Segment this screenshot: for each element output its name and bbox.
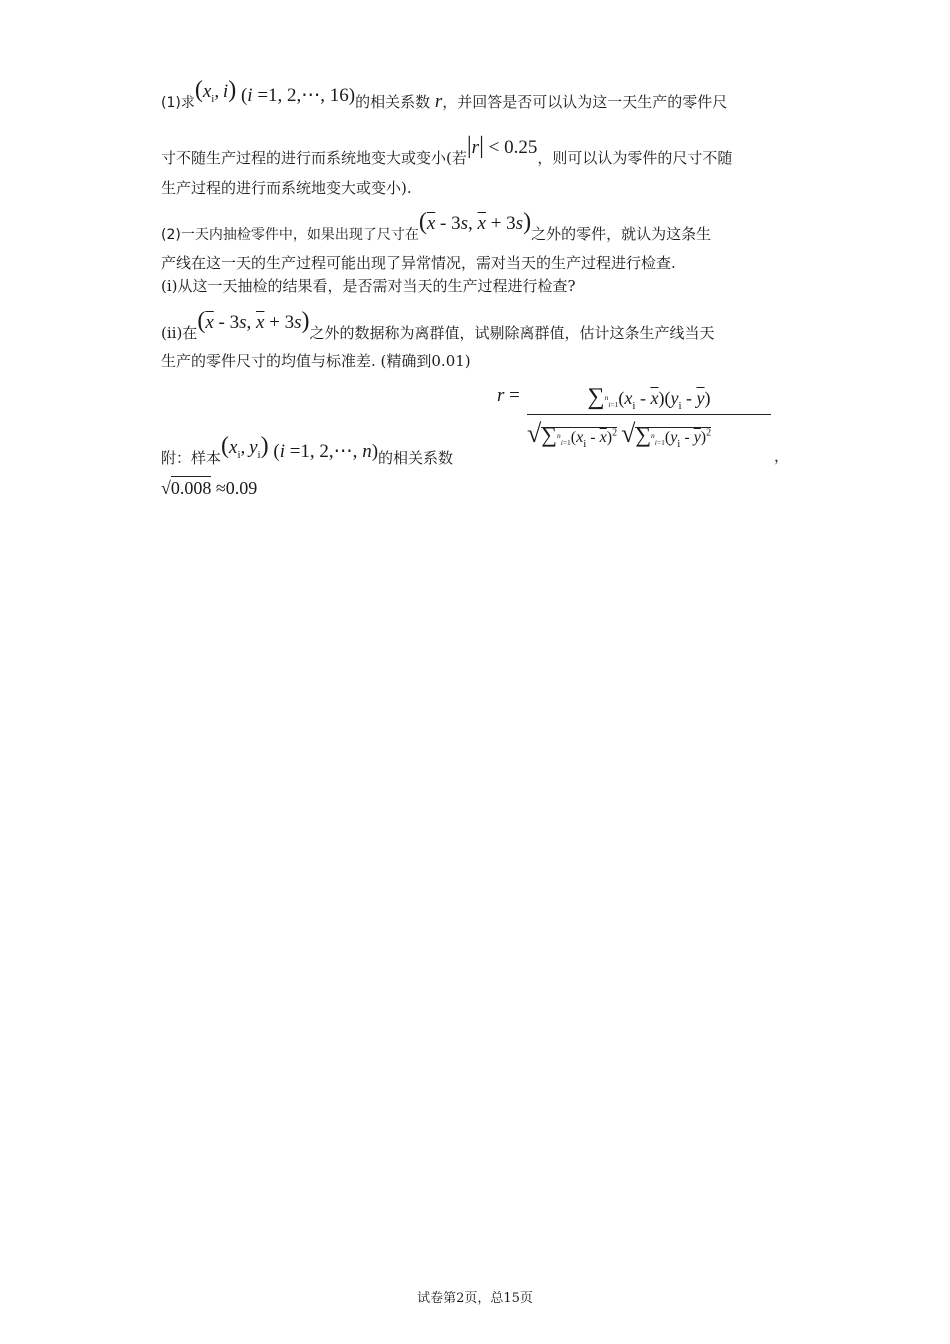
q2-rest-1: 之外的零件，就认为这条生 (531, 225, 712, 243)
page-footer: 试卷第2页，总15页 (417, 1291, 533, 1306)
q2-sub-ii-line-1 (161, 308, 715, 343)
q2-line-1 (161, 209, 712, 245)
sqrt-value: 0.008 (170, 478, 212, 498)
q2-sub-ii-lead: (ⅱ)在 (161, 324, 198, 342)
math-r: r (430, 91, 443, 112)
q1-line-1 (161, 77, 728, 114)
q2-sub-ii-line-2: 生产的零件尺寸的均值与标准差. (精确到0.01) (161, 352, 471, 370)
q1-line-2b: ，则可以认为零件的尺寸不随 (537, 149, 733, 167)
math-xi-i: ($x_i$, i) (194, 77, 237, 105)
q1-after-range: 的相关系数 (355, 93, 431, 111)
math-interval-3s-2: ($\overline{x} - 3s$, $\overline{x} + 3s$) (197, 308, 310, 334)
sqrt-icon: √ (161, 478, 171, 498)
formula-denominator: $√\sum^n_{i=1}(x_i - \overline{x})^2$ $√\sum^n_{i=1}(y_i - \overline{y})^2$ (527, 419, 712, 450)
approx-value: ≈0.09 (215, 478, 258, 498)
appendix-lead: 附：样本 (161, 449, 222, 467)
q1-lead: (1)求 (161, 95, 195, 111)
correlation-formula (527, 384, 771, 449)
math-xi-yi: ($x_i$, $y_i$) (221, 433, 269, 461)
math-abs-r-condition: |r| < 0.25 (466, 133, 538, 159)
formula-numerator: $\sum^n_{i=1}(x_i - \overline{x})(y_i - \overline{y})$ (587, 384, 711, 412)
math-interval-3s: ($\overline{x} - 3s$, $\overline{x} + 3s$) (418, 209, 532, 235)
q2-lead: (2)一天内抽检零件中，如果出现了尺寸在 (161, 227, 419, 243)
q1-rest-1: ，并回答是否可以认为这一天生产的零件尺 (442, 93, 728, 111)
q1-line-3: 生产过程的进行而系统地变大或变小). (161, 179, 412, 197)
math-r-equals: r = (497, 385, 520, 406)
q2-sub-ii-rest: 之外的数据称为离群值，试剔除离群值，估计这条生产线当天 (309, 324, 715, 342)
q2-sub-i: (ⅰ)从这一天抽检的结果看，是否需对当天的生产过程进行检查? (161, 277, 576, 295)
fraction-bar (527, 414, 771, 415)
sqrt-approx-line (161, 478, 257, 498)
q2-line-2: 产线在这一天的生产过程可能出现了异常情况，需对当天的生产过程进行检查. (161, 254, 676, 272)
appendix-line-1 (161, 433, 454, 470)
q1-line-2a: 寸不随生产过程的进行而系统地变大或变小(若 (161, 149, 467, 167)
math-i-range-16: (i =1, 2,⋯, 16) (240, 85, 356, 106)
appendix-comma: ， (774, 447, 790, 465)
math-i-range-n: (i =1, 2,⋯, n) (273, 441, 379, 462)
appendix-after-range: 的相关系数 (378, 449, 454, 467)
q1-line-2 (161, 133, 733, 168)
